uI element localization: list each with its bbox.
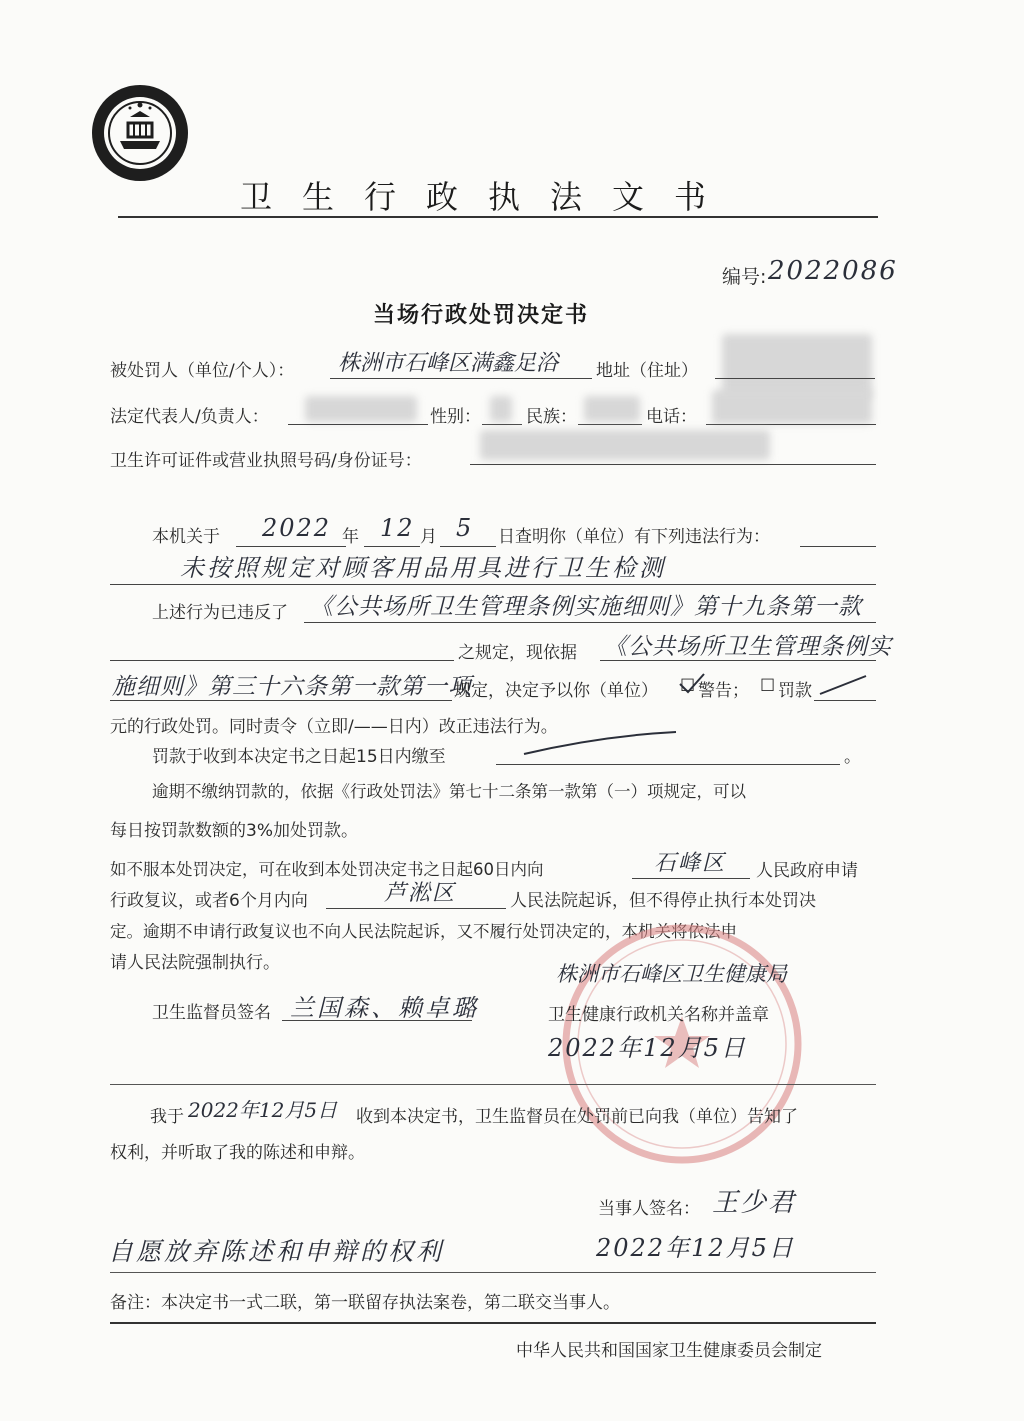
appeal-text-4: 请人民法院强制执行。 <box>110 953 280 973</box>
payment-text: 罚款于收到本决定书之日起15日内缴至 <box>152 747 446 767</box>
representative-label: 法定代表人/负责人： <box>110 407 269 427</box>
title-rule <box>118 216 878 218</box>
agency-date: 2022年12月5日 <box>548 1034 747 1062</box>
redacted-phone <box>712 390 872 424</box>
violation-text: 未按照规定对顾客用品用具进行卫生检测 <box>180 554 666 582</box>
according-law-part1: 《公共场所卫生管理条例实 <box>604 634 892 660</box>
document-type-title: 卫生行政执法文书 <box>240 178 737 216</box>
decision-text: 规定，决定予以你（单位） <box>454 681 658 701</box>
appeal-text-1-prefix: 如不服本处罚决定，可在收到本处罚决定书之日起60日内向 <box>110 860 544 879</box>
party-name-label: 被处罚人（单位/个人）： <box>110 361 295 381</box>
warning-label: 警告； <box>698 681 749 701</box>
agency-signature: 株洲市石峰区卫生健康局 <box>556 962 787 986</box>
party-signature-label: 当事人签名： <box>598 1199 700 1219</box>
appeal-court: 芦淞区 <box>384 881 457 906</box>
appeal-text-2-prefix: 行政复议，或者6个月内向 <box>110 891 308 911</box>
receipt-line-2: 权利，并听取了我的陈述和申辩。 <box>110 1143 365 1163</box>
fine-strike-mark-icon <box>818 672 868 696</box>
violated-law: 《公共场所卫生管理条例实施细则》第十九条第一款 <box>310 594 862 620</box>
inspector-label: 卫生监督员签名 <box>152 1003 271 1023</box>
receipt-date: 2022年12月5日 <box>188 1098 338 1122</box>
fine-tail-text: 元的行政处罚。同时责令（立即/——日内）改正违法行为。 <box>110 717 558 737</box>
national-emblem-icon <box>90 83 190 183</box>
intro-suffix: 日查明你（单位）有下列违法行为： <box>498 527 770 547</box>
fine-checkbox: ☐ <box>760 676 776 696</box>
inspection-day: 5 <box>456 514 474 542</box>
inspection-year: 2022 <box>262 514 332 542</box>
receipt-suffix: 收到本决定书，卫生监督员在处罚前已向我（单位）告知了 <box>356 1107 798 1127</box>
warning-check-mark-icon <box>678 672 706 694</box>
intro-prefix: 本机关于 <box>152 527 220 547</box>
footer-note: 备注：本决定书一式二联，第一联留存执法案卷，第二联交当事人。 <box>110 1293 620 1313</box>
overdue-text-2: 每日按罚款数额的3%加处罚款。 <box>110 821 358 841</box>
fine-label: 罚款 <box>778 681 812 701</box>
receipt-prefix: 我于 <box>150 1107 184 1127</box>
issuer: 中华人民共和国国家卫生健康委员会制定 <box>516 1341 822 1361</box>
inspection-month: 12 <box>380 514 415 542</box>
redacted-license <box>480 430 770 460</box>
document-title: 当场行政处罚决定书 <box>373 303 590 328</box>
appeal-text-1-suffix: 人民政府申请 <box>756 861 858 881</box>
party-date: 2022年12月5日 <box>596 1234 795 1262</box>
party-signature: 王少君 <box>712 1188 797 1218</box>
number-label: 编号: <box>722 266 767 288</box>
section-divider <box>110 1084 876 1085</box>
violated-prefix: 上述行为已违反了 <box>152 603 288 623</box>
appeal-text-3: 定。逾期不申请行政复议也不向人民法院起诉，又不履行处罚决定的，本机关将依法申 <box>110 922 737 941</box>
ethnicity-label: 民族： <box>526 407 577 427</box>
payment-strike-mark-icon <box>520 728 680 758</box>
according-prefix: 之规定，现依据 <box>458 643 577 663</box>
number-value: 2022086 <box>768 256 898 286</box>
party-name-value: 株洲市石峰区满鑫足浴 <box>338 351 559 376</box>
party-address-label: 地址（住址） <box>596 361 698 381</box>
inspector-signature: 兰国森、赖卓璐 <box>290 994 479 1022</box>
appeal-government: 石峰区 <box>654 851 727 876</box>
overdue-text-1: 逾期不缴纳罚款的，依据《行政处罚法》第七十二条第一款第（一）项规定，可以 <box>152 782 746 801</box>
according-law-part2: 施细则》第三十六条第一款第一项 <box>112 674 472 700</box>
redacted-address <box>722 334 872 398</box>
redacted-representative <box>305 396 417 422</box>
gender-label: 性别： <box>430 407 481 427</box>
appeal-text-2-suffix: 人民法院起诉，但不得停止执行本处罚决 <box>510 891 816 911</box>
waive-statement: 自愿放弃陈述和申辩的权利 <box>108 1237 445 1266</box>
phone-label: 电话： <box>646 407 697 427</box>
license-label: 卫生许可证件或营业执照号码/身份证号： <box>110 451 422 471</box>
agency-label: 卫生健康行政机关名称并盖章 <box>548 1005 769 1025</box>
document-page: 卫生行政执法文书 编号: 2022086 当场行政处罚决定书 被处罚人（单位/个人）： 株洲市石峰区满鑫足浴 地址（住址） 法定代表人/负责人： 性别： 民族： 电话： 卫生许可证件或营业执照号码/身份证号： 本机关于 2022 年 12 月 5 日查明你（单位）有下列违法行为： 未按照规定对顾客用品用具进行卫生检测 上述行为已违反了 《公共场所卫生管理条例实施细则》第十九条第一款 之规定，现依据 《公共场所卫生管理条例实 施细则》第三十六条第一款第一项 规定，决定予以你（单位） ☐ 警告； ☐ 罚款 元的行政处罚。同时责令（立即/——日内）改正违法行为。 罚款于收到本决定书之日起15日内缴至 。 逾期不缴纳罚款的，依据《行政处罚法》第七十二条第一款第（一）项规定，可以 每日按罚款数额的3%加处罚款。 如不服本处罚决定，可在收到本处罚决定书之日起60日内向 石峰区 人民政府申请 行政复议，或者6个月内向 芦淞区 人民法院起诉，但不得停止执行本处罚决 定。逾期不申请行政复议也不向人民法院起诉，又不履行处罚决定的，本机关将依法申 请人民法院强制执行。 株洲市石峰区卫生健康局 卫生监督员签名 兰国森、赖卓璐 卫生健康行政机关名称并盖章 2022年12月5日 我于 2022年12月5日 收到本决定书，卫生监督员在处罚前已向我（单位）告知了 权利，并听取了我的陈述和申辩。 当事人签名： 王少君 自愿放弃陈述和申辩的权利 2022年12月5日 备注：本决定书一式二联，第一联留存执法案卷，第二联交当事人。 中华人民共和国国家卫生健康委员会制定 <box>0 0 1024 1421</box>
warning-checkbox: ☐ <box>680 676 696 696</box>
